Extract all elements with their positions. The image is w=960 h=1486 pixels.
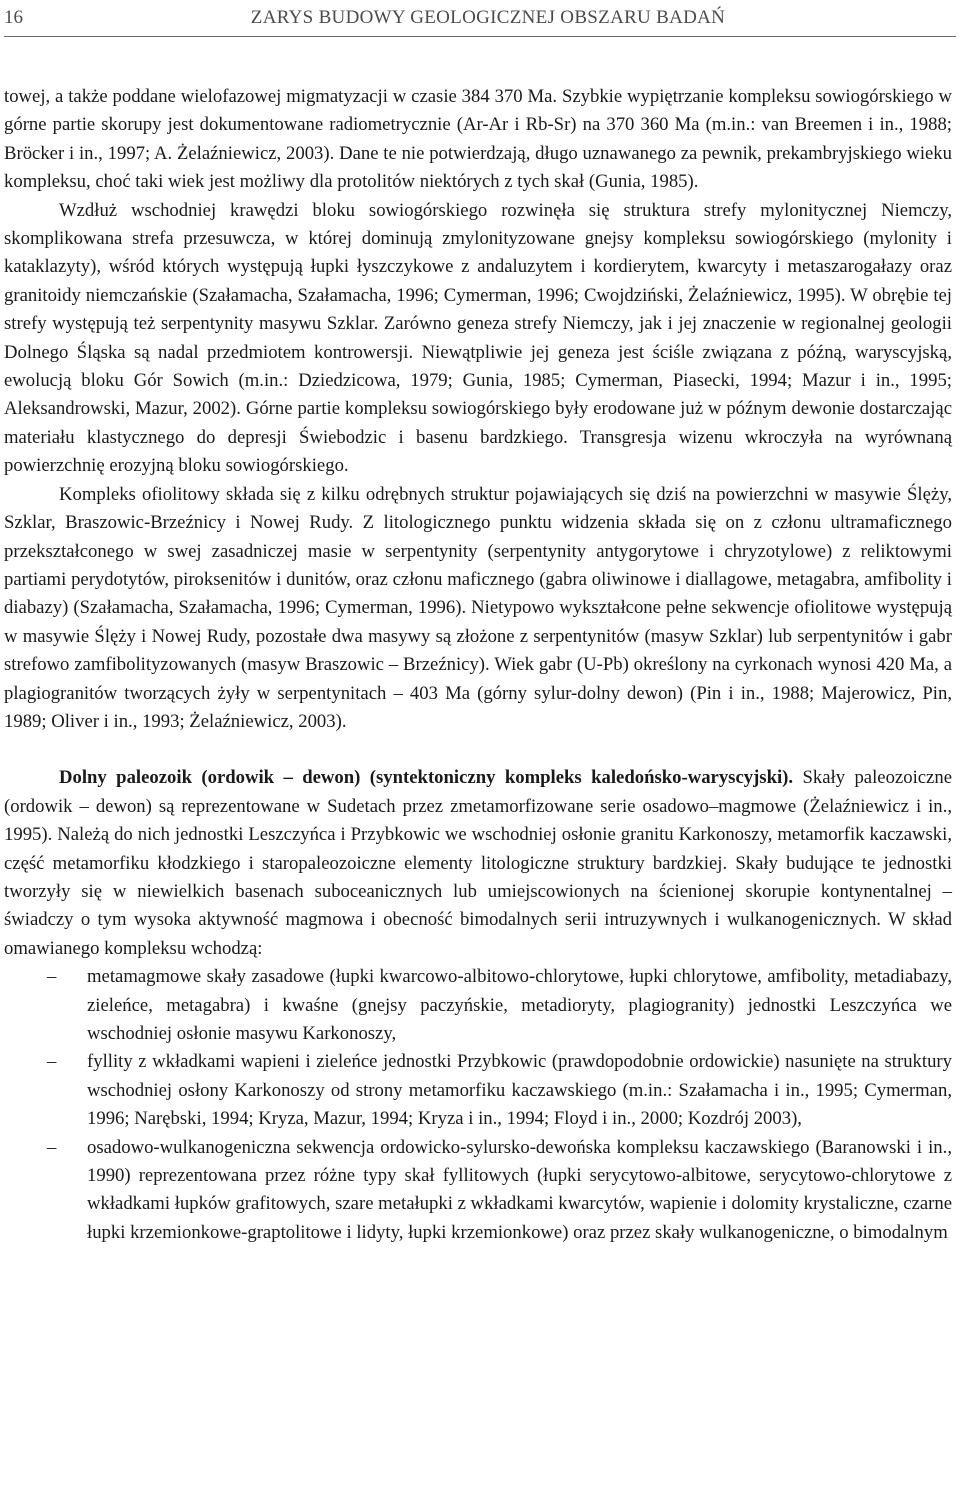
paragraph-2: Wzdłuż wschodniej krawędzi bloku sowiogórskiego rozwinęła się struktura strefy mylonitycznej Niemczy, skomplikowana strefa przesuwcza, w której dominują zmylonityzowane gnejsy kompleksu sowiogórskiego (mylonity i kataklazyty), wśród których występują łupki łyszczykowe z andaluzytem i kordierytem, kwarcyty i metaszarogałazy oraz granitoidy niemczańskie (Szałamacha, Szałamacha, 1996; Cymerman, 1996; Cwojdziński, Żelaźniewicz, 1995). W obrębie tej strefy występują też serpentynity masywu Szklar. Zarówno geneza strefy Niemczy, jak i jej znaczenie w regionalnej geologii Dolnego Śląska są nadal przedmiotem kontrowersji. Niewątpliwie jej geneza jest ściśle związana z późną, waryscyjską, ewolucją bloku Gór Sowich (m.in.: Dziedzicowa, 1979; Gunia, 1985; Cymerman, Piasecki, 1994; Mazur i in., 1995; Aleksandrowski, Mazur, 2002). Górne partie kompleksu sowiogórskiego były erodowane już w późnym dewonie dostarczając materiału klastycznego do depresji Świebodzic i basenu bardzkiego. Transgresja wizenu wkroczyła na wyrównaną powierzchnię erozyjną bloku sowiogórskiego. (4, 199, 952, 477)
body-text (4, 83, 952, 1247)
paragraph-4 (4, 764, 952, 963)
list-item (4, 1134, 952, 1248)
list-dash: – (47, 966, 57, 988)
paragraph-3: Kompleks ofiolitowy składa się z kilku odrębnych struktur pojawiających się dziś na powierzchni w masywie Ślęży, Szklar, Braszowic-Brzeźnicy i Nowej Rudy. Z litologicznego punktu widzenia składa się on z członu ultramaficznego przekształconego w swej zasadniczej masie w serpentynity (serpentynity antygorytowe i chryzotylowe) z reliktowymi partiami perydotytów, piroksenitów i dunitów, oraz członu maficznego (gabra oliwinowe i diallagowe, metagabra, amfibolity i diabazy) (Szałamacha, Szałamacha, 1996; Cymerman, 1996). Nietypowo wykształcone pełne sekwencje ofiolitowe występują w masywie Ślęży i Nowej Rudy, pozostałe dwa masywy są złożone z serpentynitów (masyw Szklar) lub serpentynitów i gabr strefowo zamfibolityzowanych (masyw Braszowic – Brzeźnicy). Wiek gabr (U-Pb) określony na cyrkonach wynosi 420 Ma, a plagiogranitów tworzących żyły w serpentynitach – 403 Ma (górny sylur-dolny dewon) (Pin i in., 1988; Majerowicz, Pin, 1989; Oliver i in., 1993; Żelaźniewicz, 2003). (4, 483, 952, 732)
list-item (4, 1048, 952, 1133)
page-header (4, 2, 952, 34)
list-item-text: osadowo-wulkanogeniczna sekwencja ordowicko-sylursko-dewońska kompleksu kaczawskiego (Baranowski i in., 1990) reprezentowana przez różne typy skał fyllitowych (łupki serycytowo-albitowe, serycytowo-chlorytowe z wkładkami łupków grafitowych, szare metałupki z wkładkami kwarcytów, wapienie i dolomity krystaliczne, czarne łupki krzemionkowe-graptolitowe i lidyty, łupki krzemionkowe) oraz przez skały wulkanogeniczne, o bimodalnym (87, 1136, 952, 1243)
running-title: ZARYS BUDOWY GEOLOGICZNEJ OBSZARU BADAŃ (250, 7, 726, 28)
component-list (4, 963, 952, 1247)
page-number: 16 (4, 7, 23, 28)
list-dash: – (47, 1136, 57, 1158)
paragraph-4-text: Skały paleozoiczne (ordowik – dewon) są reprezentowane w Sudetach przez zmetamorfizowane serie osadowo–magmowe (Żelaźniewicz i in., 1995). Należą do nich jednostki Leszczyńca i Przybkowic we wschodniej osłonie granitu Karkonoszy, metamorfik kaczawski, część metamorfiku kłodzkiego i staropaleozoiczne elementy litologiczne struktury bardzkiej. Skały budujące te jednostki tworzyły się w niewielkich basenach suboceanicznych lub umiejscowionych na ścienionej skorupie kontynentalnej – świadczy o tym wysoka aktywność magmowa i obecność bimodalnych serii intruzywnych i wulkanogenicznych. W skład omawianego kompleksu wchodzą: (4, 767, 952, 959)
paragraph-1: towej, a także poddane wielofazowej migmatyzacji w czasie 384 370 Ma. Szybkie wypiętrzanie kompleksu sowiogórskiego w górne partie skorupy jest dokumentowane radiometrycznie (Ar-Ar i Rb-Sr) na 370 360 Ma (m.in.: van Breemen i in., 1988; Bröcker i in., 1997; A. Żelaźniewicz, 2003). Dane te nie potwierdzają, długo uznawanego za pewnik, prekambryjskiego wieku kompleksu, choć taki wiek jest możliwy dla protolitów niektórych z tych skał (Gunia, 1985). (4, 86, 952, 193)
list-item-text: fyllity z wkładkami wapieni i zieleńce jednostki Przybkowic (prawdopodobnie ordowickie) nasunięte na struktury wschodniej osłony Karkonoszy od strony metamorfiku kaczawskiego (m.in.: Szałamacha i in., 1995; Cymerman, 1996; Narębski, 1994; Kryza, Mazur, 1994; Kryza i in., 1994; Floyd i in., 2000; Kozdrój 2003), (87, 1051, 952, 1130)
list-dash: – (47, 1051, 57, 1073)
list-item-text: metamagmowe skały zasadowe (łupki kwarcowo-albitowo-chlorytowe, łupki chlorytowe, amfibolity, metadiabazy, zieleńce, metagabra) i kwaśne (gnejsy paczyńskie, metadioryty, plagiogranity) jednostki Leszczyńca we wschodniej osłonie masywu Karkonoszy, (87, 966, 952, 1044)
list-item (4, 963, 952, 1048)
section-gap (4, 736, 952, 764)
section-heading: Dolny paleozoik (ordowik – dewon) (syntektoniczny kompleks kaledońsko-waryscyjski). (59, 767, 794, 789)
header-divider (4, 36, 956, 37)
